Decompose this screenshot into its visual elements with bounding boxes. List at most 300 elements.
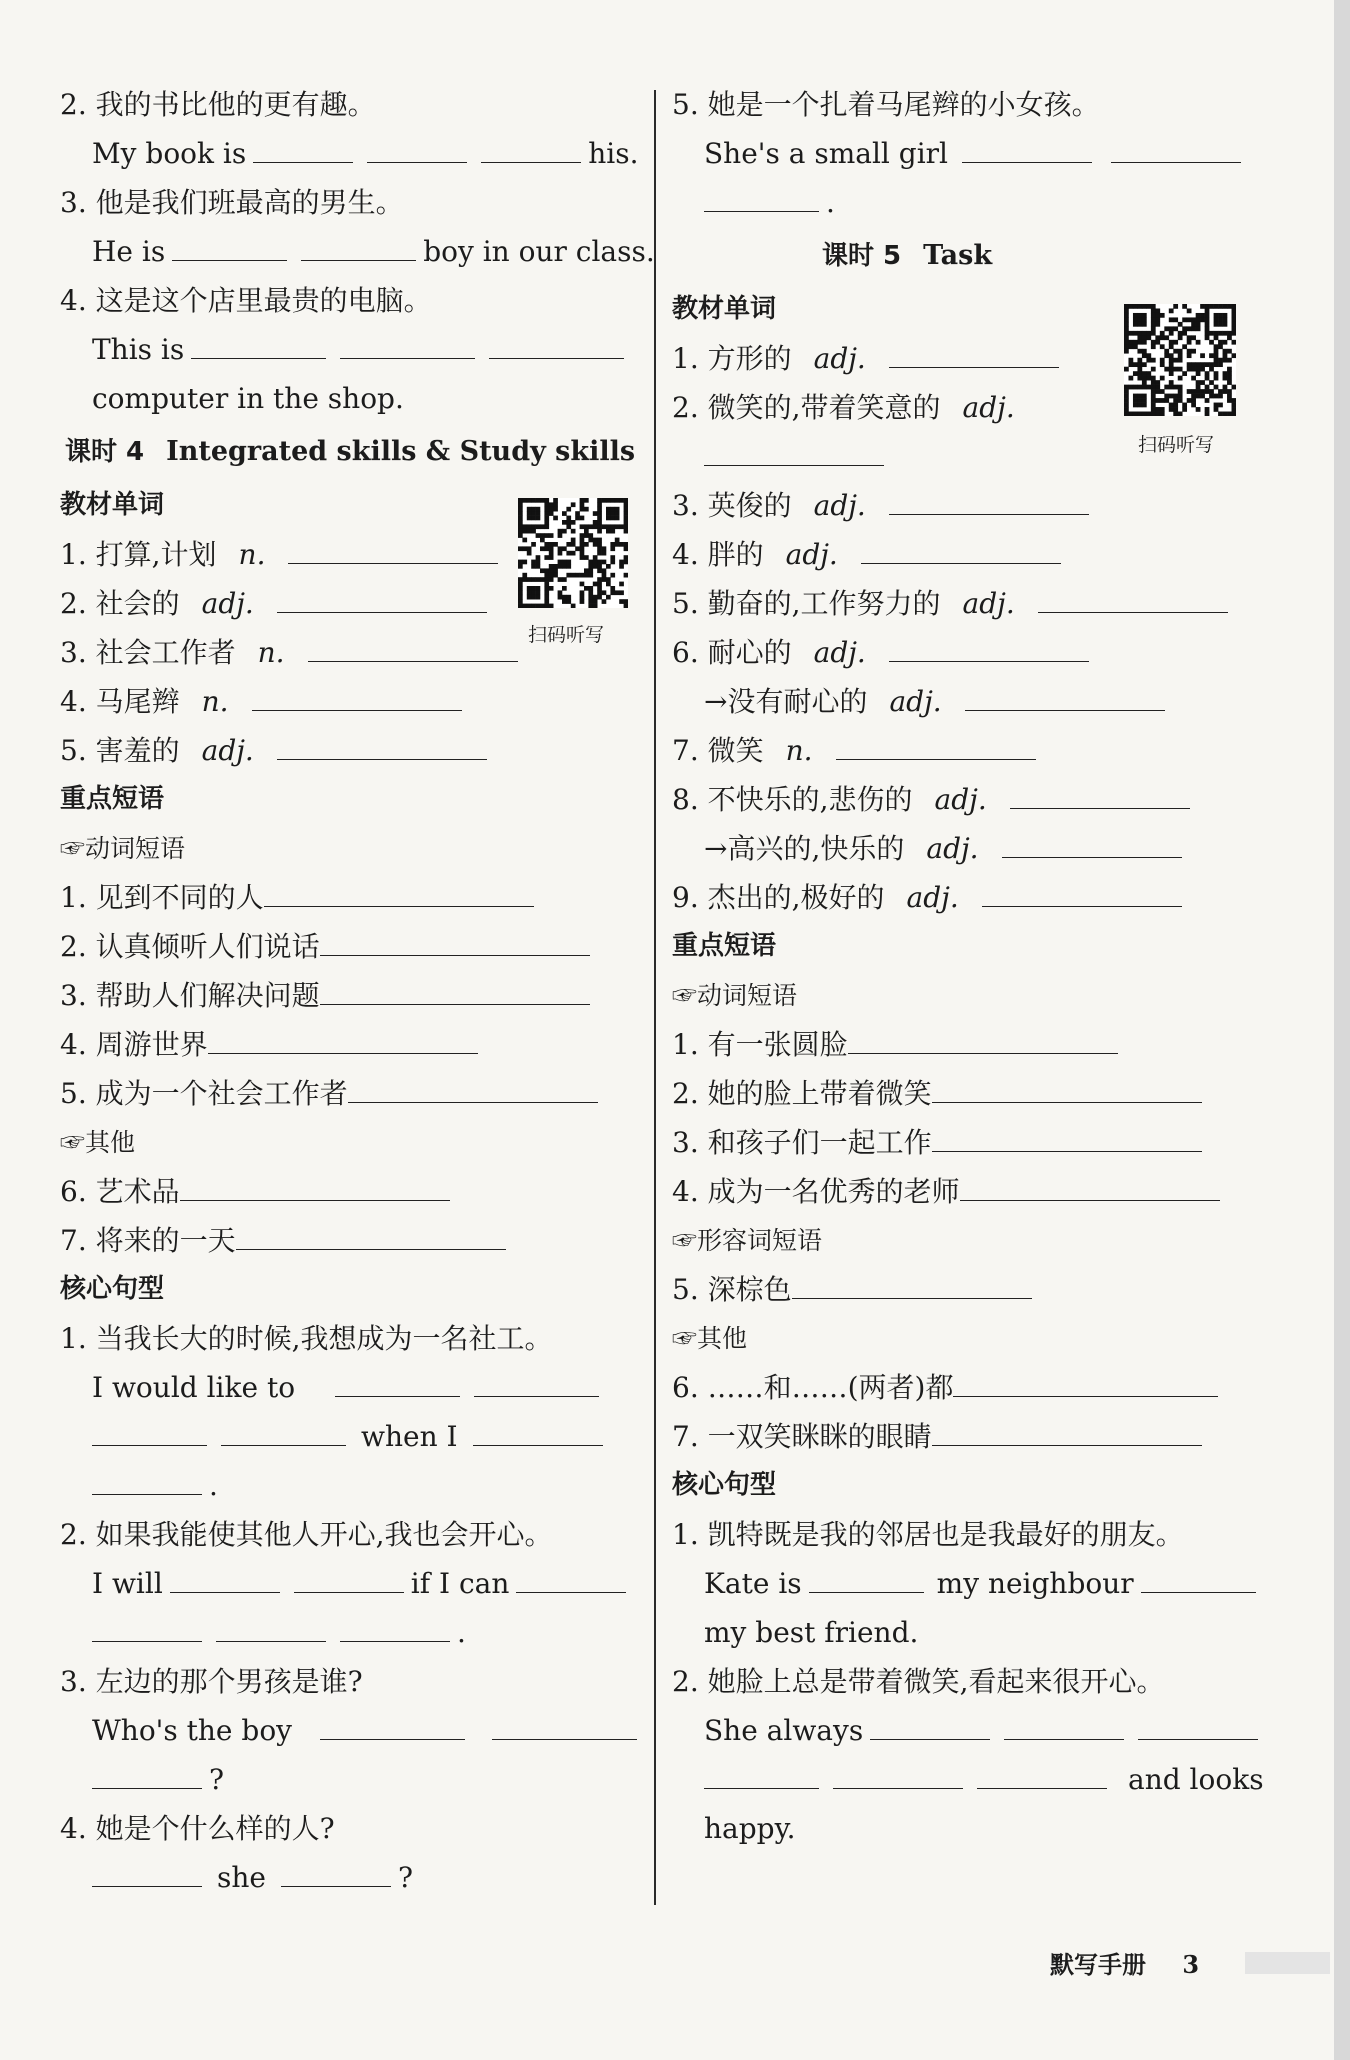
lesson-number: 课时 5 bbox=[821, 241, 902, 271]
blank[interactable] bbox=[348, 1070, 598, 1103]
qr-module bbox=[615, 524, 620, 529]
qr-module bbox=[593, 560, 598, 565]
blank[interactable] bbox=[367, 130, 467, 163]
blank[interactable] bbox=[960, 1168, 1220, 1201]
qr-module bbox=[1200, 389, 1205, 394]
qr-module bbox=[1214, 344, 1219, 349]
phrase-item bbox=[672, 1363, 1262, 1412]
qr-caption: 扫码听写 bbox=[528, 624, 605, 646]
qr-module bbox=[1196, 313, 1201, 318]
qr-module bbox=[549, 551, 554, 556]
question-text: 1. 当我长大的时候,我想成为一名社工。 bbox=[60, 1322, 553, 1355]
blank[interactable] bbox=[320, 923, 590, 956]
blank[interactable] bbox=[889, 335, 1059, 368]
qr-module bbox=[1196, 322, 1201, 327]
blank[interactable] bbox=[870, 1707, 990, 1740]
qr-module bbox=[1196, 340, 1201, 345]
qr-module bbox=[531, 511, 536, 516]
blank[interactable] bbox=[474, 1364, 599, 1397]
qr-module bbox=[610, 573, 615, 578]
qr-module bbox=[1133, 412, 1138, 416]
qr-module bbox=[1151, 340, 1156, 345]
blank[interactable] bbox=[92, 1462, 202, 1495]
qr-module bbox=[1142, 362, 1147, 367]
blank[interactable] bbox=[836, 727, 1036, 760]
blank[interactable] bbox=[335, 1364, 460, 1397]
answer-line bbox=[60, 1461, 640, 1510]
qr-module bbox=[1205, 317, 1210, 322]
qr-module bbox=[566, 599, 571, 604]
qr-module bbox=[518, 498, 523, 503]
qr-module bbox=[1155, 398, 1160, 403]
qr-module bbox=[624, 560, 628, 565]
qr-module bbox=[1169, 353, 1174, 358]
vocab-text: 1. 打算,计划 bbox=[60, 538, 217, 571]
blank[interactable] bbox=[792, 1266, 1032, 1299]
part-of-speech: adj. bbox=[201, 734, 254, 767]
qr-module bbox=[562, 511, 567, 516]
qr-module bbox=[1142, 335, 1147, 340]
qr-module bbox=[1200, 367, 1205, 372]
qr-module bbox=[566, 520, 571, 525]
blank[interactable] bbox=[320, 972, 590, 1005]
qr-module bbox=[549, 546, 554, 551]
qr-module bbox=[1209, 367, 1214, 372]
qr-module bbox=[1223, 304, 1228, 309]
blank[interactable] bbox=[889, 482, 1089, 515]
qr-module bbox=[522, 529, 527, 534]
qr-module bbox=[1209, 389, 1214, 394]
qr-module bbox=[597, 551, 602, 556]
qr-module bbox=[1155, 313, 1160, 318]
qr-module bbox=[1232, 322, 1236, 327]
qr-module bbox=[597, 498, 602, 503]
qr-module bbox=[562, 599, 567, 604]
qr-module bbox=[1178, 398, 1183, 403]
phrase-item bbox=[672, 1118, 1262, 1167]
answer-line bbox=[60, 1853, 640, 1902]
qr-module bbox=[566, 560, 571, 565]
blank[interactable] bbox=[172, 228, 287, 261]
qr-module bbox=[1137, 349, 1142, 354]
qr-module bbox=[536, 498, 541, 503]
blank[interactable] bbox=[320, 1707, 465, 1740]
qr-module bbox=[566, 573, 571, 578]
phrase-text: 1. 见到不同的人 bbox=[60, 881, 264, 914]
qr-module bbox=[527, 529, 532, 534]
qr-module bbox=[527, 516, 532, 521]
blank[interactable] bbox=[1002, 825, 1182, 858]
blank[interactable] bbox=[208, 1021, 478, 1054]
qr-module bbox=[1182, 344, 1187, 349]
prompt-text: and looks bbox=[1128, 1763, 1264, 1796]
qr-module bbox=[602, 577, 607, 582]
qr-code[interactable] bbox=[518, 498, 628, 608]
blank[interactable] bbox=[704, 433, 884, 466]
qr-module bbox=[1124, 412, 1129, 416]
blank[interactable] bbox=[92, 1609, 202, 1642]
blank[interactable] bbox=[252, 678, 462, 711]
qr-module bbox=[1173, 385, 1178, 390]
qr-module bbox=[597, 564, 602, 569]
qr-module bbox=[1151, 412, 1156, 416]
blank[interactable] bbox=[1010, 776, 1190, 809]
blank[interactable] bbox=[216, 1609, 326, 1642]
qr-module bbox=[1133, 385, 1138, 390]
qr-module bbox=[549, 604, 554, 608]
qr-module bbox=[549, 564, 554, 569]
vocab-text: 1. 方形的 bbox=[672, 342, 792, 375]
qr-module bbox=[1151, 331, 1156, 336]
qr-module bbox=[1173, 403, 1178, 408]
blank[interactable] bbox=[953, 1364, 1218, 1397]
qr-module bbox=[544, 511, 549, 516]
blank[interactable] bbox=[253, 130, 353, 163]
qr-module bbox=[580, 595, 585, 600]
blank[interactable] bbox=[277, 727, 487, 760]
qr-module bbox=[527, 546, 532, 551]
question-text: 3. 他是我们班最高的男生。 bbox=[60, 186, 404, 219]
blank[interactable] bbox=[92, 1413, 207, 1446]
qr-module bbox=[1137, 394, 1142, 399]
subsection-title: ☞形容词短语 bbox=[672, 1226, 823, 1255]
qr-module bbox=[1178, 394, 1183, 399]
blank[interactable] bbox=[492, 1707, 637, 1740]
qr-module bbox=[518, 595, 523, 600]
qr-module bbox=[624, 542, 628, 547]
qr-module bbox=[1232, 308, 1236, 313]
answer-line bbox=[60, 1755, 640, 1804]
qr-module bbox=[593, 564, 598, 569]
blank[interactable] bbox=[833, 1756, 963, 1789]
qr-module bbox=[1173, 326, 1178, 331]
blank[interactable] bbox=[281, 1854, 391, 1887]
blank[interactable] bbox=[932, 1070, 1202, 1103]
qr-module bbox=[1151, 398, 1156, 403]
qr-module bbox=[1214, 317, 1219, 322]
qr-module bbox=[518, 524, 523, 529]
phrase-text: 6. ……和……(两者)都 bbox=[672, 1371, 954, 1404]
qr-module bbox=[575, 511, 580, 516]
blank[interactable] bbox=[221, 1413, 346, 1446]
blank[interactable] bbox=[861, 531, 1061, 564]
qr-module bbox=[1137, 304, 1142, 309]
qr-module bbox=[1151, 313, 1156, 318]
qr-module bbox=[1151, 322, 1156, 327]
qr-module bbox=[1178, 385, 1183, 390]
qr-module bbox=[1142, 394, 1147, 399]
qr-module bbox=[1173, 349, 1178, 354]
qr-module bbox=[588, 604, 593, 608]
blank[interactable] bbox=[889, 629, 1089, 662]
qr-module bbox=[1232, 407, 1236, 412]
qr-module bbox=[1223, 331, 1228, 336]
part-of-speech: adj. bbox=[813, 489, 866, 522]
qr-module bbox=[615, 516, 620, 521]
prompt-text: She always bbox=[704, 1714, 864, 1747]
blank[interactable] bbox=[236, 1217, 506, 1250]
qr-module bbox=[1205, 322, 1210, 327]
qr-module bbox=[566, 595, 571, 600]
qr-module bbox=[1214, 371, 1219, 376]
blank[interactable] bbox=[92, 1854, 202, 1887]
qr-module bbox=[1142, 313, 1147, 318]
blank[interactable] bbox=[1141, 1560, 1256, 1593]
answer-line bbox=[60, 1412, 640, 1461]
qr-module bbox=[584, 533, 589, 538]
blank[interactable] bbox=[965, 678, 1165, 711]
blank[interactable] bbox=[704, 179, 819, 212]
qr-module bbox=[544, 604, 549, 608]
qr-module bbox=[1196, 407, 1201, 412]
qr-module bbox=[522, 538, 527, 543]
qr-module bbox=[1232, 353, 1236, 358]
blank[interactable] bbox=[704, 1756, 819, 1789]
qr-module bbox=[522, 498, 527, 503]
qr-module bbox=[1124, 398, 1129, 403]
qr-module bbox=[571, 604, 576, 608]
blank[interactable] bbox=[180, 1168, 450, 1201]
question-text: 2. 她脸上总是带着微笑,看起来很开心。 bbox=[672, 1665, 1165, 1698]
qr-module bbox=[518, 590, 523, 595]
qr-module bbox=[1214, 353, 1219, 358]
qr-module bbox=[1173, 358, 1178, 363]
vocab-item bbox=[672, 628, 1262, 677]
blank[interactable] bbox=[340, 1609, 450, 1642]
prompt-text: I would like to bbox=[92, 1371, 296, 1404]
answer-line bbox=[60, 325, 640, 374]
section-title: 核心句型 bbox=[60, 1274, 165, 1304]
qr-module bbox=[1155, 407, 1160, 412]
qr-module bbox=[624, 573, 628, 578]
blank[interactable] bbox=[170, 1560, 280, 1593]
vocab-item bbox=[672, 677, 1262, 726]
blank[interactable] bbox=[516, 1560, 626, 1593]
qr-module bbox=[1151, 376, 1156, 381]
qr-module bbox=[540, 577, 545, 582]
blank[interactable] bbox=[489, 326, 624, 359]
qr-module bbox=[544, 568, 549, 573]
qr-caption: 扫码听写 bbox=[1138, 434, 1215, 456]
qr-module bbox=[1155, 340, 1160, 345]
qr-module bbox=[580, 542, 585, 547]
qr-module bbox=[1205, 398, 1210, 403]
qr-module bbox=[615, 511, 620, 516]
qr-module bbox=[1146, 304, 1151, 309]
qr-module bbox=[544, 586, 549, 591]
blank[interactable] bbox=[932, 1119, 1202, 1152]
qr-module bbox=[1232, 385, 1236, 390]
qr-module bbox=[527, 590, 532, 595]
qr-module bbox=[1214, 335, 1219, 340]
qr-module bbox=[558, 590, 563, 595]
qr-module bbox=[1137, 367, 1142, 372]
qr-module bbox=[1137, 317, 1142, 322]
qr-module bbox=[562, 560, 567, 565]
qr-module bbox=[1169, 380, 1174, 385]
qr-module bbox=[1124, 313, 1129, 318]
qr-module bbox=[1214, 313, 1219, 318]
qr-module bbox=[531, 564, 536, 569]
qr-module bbox=[1160, 407, 1165, 412]
phrase-item bbox=[60, 922, 640, 971]
qr-module bbox=[1137, 403, 1142, 408]
qr-module bbox=[1160, 313, 1165, 318]
qr-module bbox=[571, 573, 576, 578]
qr-module bbox=[1187, 340, 1192, 345]
blank[interactable] bbox=[809, 1560, 924, 1593]
qr-module bbox=[549, 577, 554, 582]
qr-module bbox=[1173, 304, 1178, 309]
qr-module bbox=[566, 516, 571, 521]
qr-module bbox=[610, 586, 615, 591]
qr-module bbox=[602, 568, 607, 573]
qr-module bbox=[1182, 317, 1187, 322]
part-of-speech: adj. bbox=[201, 587, 254, 620]
qr-module bbox=[1214, 322, 1219, 327]
blank[interactable] bbox=[848, 1021, 1118, 1054]
qr-module bbox=[1151, 317, 1156, 322]
qr-module bbox=[1218, 412, 1223, 416]
qr-module bbox=[1164, 385, 1169, 390]
qr-module bbox=[1155, 380, 1160, 385]
qr-module bbox=[1146, 358, 1151, 363]
blank[interactable] bbox=[1138, 1707, 1258, 1740]
blank[interactable] bbox=[982, 874, 1182, 907]
qr-module bbox=[588, 568, 593, 573]
question-text: 3. 左边的那个男孩是谁? bbox=[60, 1665, 363, 1698]
qr-module bbox=[549, 555, 554, 560]
qr-module bbox=[1151, 380, 1156, 385]
blank[interactable] bbox=[473, 1413, 603, 1446]
qr-module bbox=[1169, 358, 1174, 363]
qr-module bbox=[1146, 353, 1151, 358]
blank[interactable] bbox=[977, 1756, 1107, 1789]
qr-module bbox=[1182, 331, 1187, 336]
qr-module bbox=[1128, 362, 1133, 367]
qr-module bbox=[1124, 407, 1129, 412]
qr-module bbox=[544, 546, 549, 551]
qr-module bbox=[1196, 326, 1201, 331]
qr-module bbox=[610, 590, 615, 595]
qr-module bbox=[1169, 326, 1174, 331]
qr-module bbox=[1151, 389, 1156, 394]
qr-module bbox=[1133, 362, 1138, 367]
blank[interactable] bbox=[340, 326, 475, 359]
blank[interactable] bbox=[962, 130, 1092, 163]
qr-module bbox=[544, 498, 549, 503]
qr-module bbox=[597, 577, 602, 582]
qr-module bbox=[580, 524, 585, 529]
qr-module bbox=[1227, 335, 1232, 340]
qr-code[interactable] bbox=[1124, 304, 1236, 416]
qr-module bbox=[518, 564, 523, 569]
qr-module bbox=[518, 582, 523, 587]
left-column bbox=[60, 80, 655, 1902]
qr-module bbox=[1200, 313, 1205, 318]
qr-module bbox=[527, 604, 532, 608]
qr-module bbox=[597, 546, 602, 551]
qr-module bbox=[1137, 362, 1142, 367]
qr-module bbox=[1137, 358, 1142, 363]
qr-module bbox=[1169, 371, 1174, 376]
blank[interactable] bbox=[92, 1756, 202, 1789]
qr-module bbox=[1187, 308, 1192, 313]
qr-module bbox=[593, 542, 598, 547]
blank[interactable] bbox=[288, 531, 498, 564]
qr-module bbox=[571, 538, 576, 543]
qr-module bbox=[624, 498, 628, 503]
qr-module bbox=[1151, 308, 1156, 313]
answer-line bbox=[672, 178, 1262, 227]
answer-line bbox=[60, 129, 640, 178]
phrase-text: 2. 她的脸上带着微笑 bbox=[672, 1077, 932, 1110]
qr-module bbox=[1205, 376, 1210, 381]
qr-module bbox=[597, 582, 602, 587]
qr-module bbox=[544, 577, 549, 582]
qr-module bbox=[597, 568, 602, 573]
qr-module bbox=[1142, 304, 1147, 309]
vocab-item bbox=[60, 677, 640, 726]
qr-module bbox=[536, 595, 541, 600]
prompt-text: This is bbox=[92, 333, 185, 366]
qr-module bbox=[1187, 353, 1192, 358]
qr-module bbox=[549, 511, 554, 516]
qr-module bbox=[602, 599, 607, 604]
vocab-item bbox=[672, 530, 1262, 579]
blank[interactable] bbox=[191, 326, 326, 359]
qr-module bbox=[1142, 349, 1147, 354]
qr-module bbox=[571, 542, 576, 547]
blank[interactable] bbox=[932, 1413, 1202, 1446]
blank[interactable] bbox=[481, 130, 581, 163]
qr-module bbox=[624, 516, 628, 521]
question-text: 2. 如果我能使其他人开心,我也会开心。 bbox=[60, 1518, 553, 1551]
qr-module bbox=[1196, 394, 1201, 399]
qr-module bbox=[584, 507, 589, 512]
qr-module bbox=[1164, 367, 1169, 372]
qr-module bbox=[540, 533, 545, 538]
qr-module bbox=[1227, 304, 1232, 309]
blank[interactable] bbox=[277, 580, 487, 613]
part-of-speech: n. bbox=[201, 685, 229, 718]
qr-module bbox=[1142, 340, 1147, 345]
qr-module bbox=[593, 524, 598, 529]
qr-module bbox=[1227, 398, 1232, 403]
blank[interactable] bbox=[294, 1560, 404, 1593]
qr-module bbox=[597, 590, 602, 595]
blank[interactable] bbox=[1111, 130, 1241, 163]
qr-module bbox=[1124, 340, 1129, 345]
qr-module bbox=[606, 577, 611, 582]
blank[interactable] bbox=[1038, 580, 1228, 613]
qr-module bbox=[553, 498, 558, 503]
qr-module bbox=[1164, 398, 1169, 403]
blank[interactable] bbox=[264, 874, 534, 907]
qr-module bbox=[1191, 335, 1196, 340]
qr-module bbox=[1146, 371, 1151, 376]
prompt-text: my best friend. bbox=[704, 1616, 919, 1649]
blank[interactable] bbox=[1004, 1707, 1124, 1740]
blank[interactable] bbox=[301, 228, 416, 261]
phrase-item bbox=[60, 1167, 640, 1216]
qr-module bbox=[619, 582, 624, 587]
qr-module bbox=[1128, 376, 1133, 381]
blank[interactable] bbox=[308, 629, 518, 662]
qr-module bbox=[527, 511, 532, 516]
qr-module bbox=[1191, 389, 1196, 394]
phrase-text: 2. 认真倾听人们说话 bbox=[60, 930, 320, 963]
